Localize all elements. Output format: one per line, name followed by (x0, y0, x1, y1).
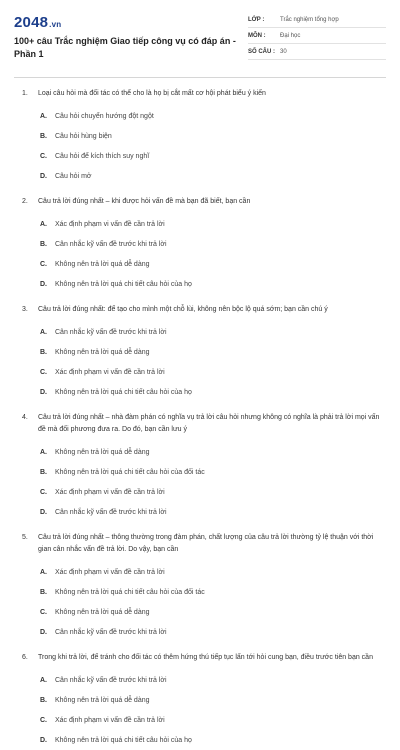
question-item (22, 532, 380, 642)
option-text: Không nên trả lời quá dễ dàng (55, 348, 150, 356)
option-letter: A. (40, 448, 47, 456)
option-text: Câu hỏi mở (55, 172, 92, 180)
option-a[interactable] (40, 442, 214, 462)
option-letter: C. (40, 368, 47, 376)
option-letter: B. (40, 132, 47, 140)
question-number: 3. (22, 306, 28, 313)
meta-row-count (248, 44, 386, 60)
option-letter: A. (40, 220, 47, 228)
question-number: 1. (22, 90, 28, 97)
option-d[interactable] (40, 274, 214, 294)
option-letter: A. (40, 112, 47, 120)
option-list (22, 214, 380, 294)
option-a[interactable] (40, 670, 214, 690)
question-number: 4. (22, 414, 28, 421)
option-letter: A. (40, 676, 47, 684)
option-d[interactable] (40, 730, 214, 750)
option-text: Không nên trả lời quá dễ dàng (55, 608, 150, 616)
question-text: Câu trả lời đúng nhất – thông thường trong đàm phán, chất lượng của câu trả lời thường tỷ lệ thuận với thời gian cân nhắc vấn đề trả lời. Do vậy, bạn cần (38, 534, 374, 553)
question-number: 2. (22, 198, 28, 205)
option-list (22, 442, 380, 522)
document-header (14, 10, 386, 78)
option-letter: D. (40, 172, 47, 180)
option-text: Câu hỏi hùng biện (55, 132, 112, 140)
option-c[interactable] (40, 254, 214, 274)
option-b[interactable] (40, 342, 214, 362)
option-text: Cân nhắc kỹ vấn đề trước khi trả lời (55, 328, 167, 336)
question-stem (22, 652, 380, 664)
option-text: Không nên trả lời quá dễ dàng (55, 260, 150, 268)
option-c[interactable] (40, 362, 214, 382)
option-text: Cân nhắc kỹ vấn đề trước khi trả lời (55, 508, 167, 516)
option-letter: A. (40, 568, 47, 576)
meta-row-class (248, 12, 386, 28)
option-text: Xác định phạm vi vấn đề cần trả lời (55, 488, 165, 496)
option-text: Cân nhắc kỹ vấn đề trước khi trả lời (55, 628, 167, 636)
question-text: Loại câu hỏi mà đối tác có thể cho là họ bị cắt mất cơ hội phát biểu ý kiến (38, 90, 266, 97)
option-letter: B. (40, 240, 47, 248)
meta-value: Đại học (280, 32, 301, 39)
option-b[interactable] (40, 690, 214, 710)
option-text: Câu hỏi chuyển hướng đột ngột (55, 112, 154, 120)
option-letter: C. (40, 608, 47, 616)
option-text: Cân nhắc kỹ vấn đề trước khi trả lời (55, 676, 167, 684)
question-number: 5. (22, 534, 28, 541)
question-item (22, 88, 380, 186)
option-text: Xác định phạm vi vấn đề cần trả lời (55, 220, 165, 228)
option-c[interactable] (40, 146, 214, 166)
question-stem (22, 196, 380, 208)
option-letter: B. (40, 696, 47, 704)
question-number: 6. (22, 654, 28, 661)
option-letter: D. (40, 508, 47, 516)
header-left (14, 10, 246, 77)
option-letter: C. (40, 152, 47, 160)
meta-row-subject (248, 28, 386, 44)
option-letter: B. (40, 468, 47, 476)
option-a[interactable] (40, 106, 214, 126)
option-letter: D. (40, 736, 47, 744)
option-list (22, 106, 380, 186)
option-d[interactable] (40, 622, 214, 642)
option-d[interactable] (40, 166, 214, 186)
logo-suffix: .vn (49, 20, 62, 29)
meta-label: LỚP : (248, 16, 265, 23)
option-text: Xác định phạm vi vấn đề cần trả lời (55, 716, 165, 724)
option-letter: C. (40, 260, 47, 268)
question-text: Câu trả lời đúng nhất – nhà đàm phán có nghĩa vụ trả lời câu hỏi nhưng không có nghĩa là phải trả lời mọi vấn đề mà đối phương đưa ra. Do đó, bạn cần lưu ý (38, 414, 380, 433)
option-text: Xác định phạm vi vấn đề cần trả lời (55, 568, 165, 576)
option-b[interactable] (40, 126, 214, 146)
option-letter: D. (40, 280, 47, 288)
option-letter: A. (40, 328, 47, 336)
option-letter: B. (40, 588, 47, 596)
option-text: Xác định phạm vi vấn đề cần trả lời (55, 368, 165, 376)
question-item (22, 652, 380, 750)
option-letter: B. (40, 348, 47, 356)
option-text: Không nên trả lời quá chi tiết câu hỏi của họ (55, 736, 192, 744)
option-list (22, 562, 380, 642)
option-c[interactable] (40, 602, 214, 622)
meta-value: 30 (280, 48, 287, 55)
document-title: 100+ câu Trắc nghiệm Giao tiếp công vụ có đáp án - Phần 1 (14, 36, 236, 59)
option-b[interactable] (40, 462, 214, 482)
option-text: Không nên trả lời quá dễ dàng (55, 696, 150, 704)
question-list (14, 78, 386, 750)
option-b[interactable] (40, 582, 214, 602)
option-letter: D. (40, 388, 47, 396)
option-letter: C. (40, 488, 47, 496)
question-text: Câu trả lời đúng nhất – khi được hỏi vấn đề mà bạn đã biết, bạn cần (38, 198, 251, 205)
option-a[interactable] (40, 214, 214, 234)
option-a[interactable] (40, 562, 214, 582)
site-logo[interactable] (14, 14, 246, 31)
question-item (22, 412, 380, 522)
option-text: Không nên trả lời quá chi tiết câu hỏi của họ (55, 280, 192, 288)
question-stem (22, 88, 380, 100)
question-text: Trong khi trả lời, để tránh cho đối tác có thêm hứng thú tiếp tục lấn tới hỏi cung bạn, điều trước tiên bạn cần (38, 654, 373, 661)
option-letter: D. (40, 628, 47, 636)
question-stem (22, 412, 380, 436)
option-text: Không nên trả lời quá chi tiết câu hỏi của họ (55, 388, 192, 396)
option-c[interactable] (40, 710, 214, 730)
option-text: Câu hỏi để kích thích suy nghĩ (55, 152, 150, 160)
option-text: Không nên trả lời quá chi tiết câu hỏi của đối tác (55, 468, 205, 476)
option-text: Không nên trả lời quá chi tiết câu hỏi của đối tác (55, 588, 205, 596)
option-list (22, 670, 380, 750)
option-b[interactable] (40, 234, 214, 254)
question-item (22, 196, 380, 294)
option-list (22, 322, 380, 402)
option-a[interactable] (40, 322, 214, 342)
option-letter: C. (40, 716, 47, 724)
question-stem (22, 304, 380, 316)
option-text: Không nên trả lời quá dễ dàng (55, 448, 150, 456)
option-d[interactable] (40, 502, 214, 522)
meta-label: SỐ CÂU : (248, 48, 275, 55)
option-d[interactable] (40, 382, 214, 402)
question-item (22, 304, 380, 402)
question-stem (22, 532, 380, 556)
logo-text: 2048 (14, 14, 49, 31)
meta-label: MÔN : (248, 32, 266, 39)
meta-value: Trắc nghiệm tổng hợp (280, 16, 339, 23)
option-text: Cân nhắc kỹ vấn đề trước khi trả lời (55, 240, 167, 248)
option-c[interactable] (40, 482, 214, 502)
meta-table (248, 10, 386, 77)
question-text: Câu trả lời đúng nhất: để tạo cho mình một chỗ lùi, không nên bộc lộ quá sớm; bạn cần chú ý (38, 306, 328, 313)
